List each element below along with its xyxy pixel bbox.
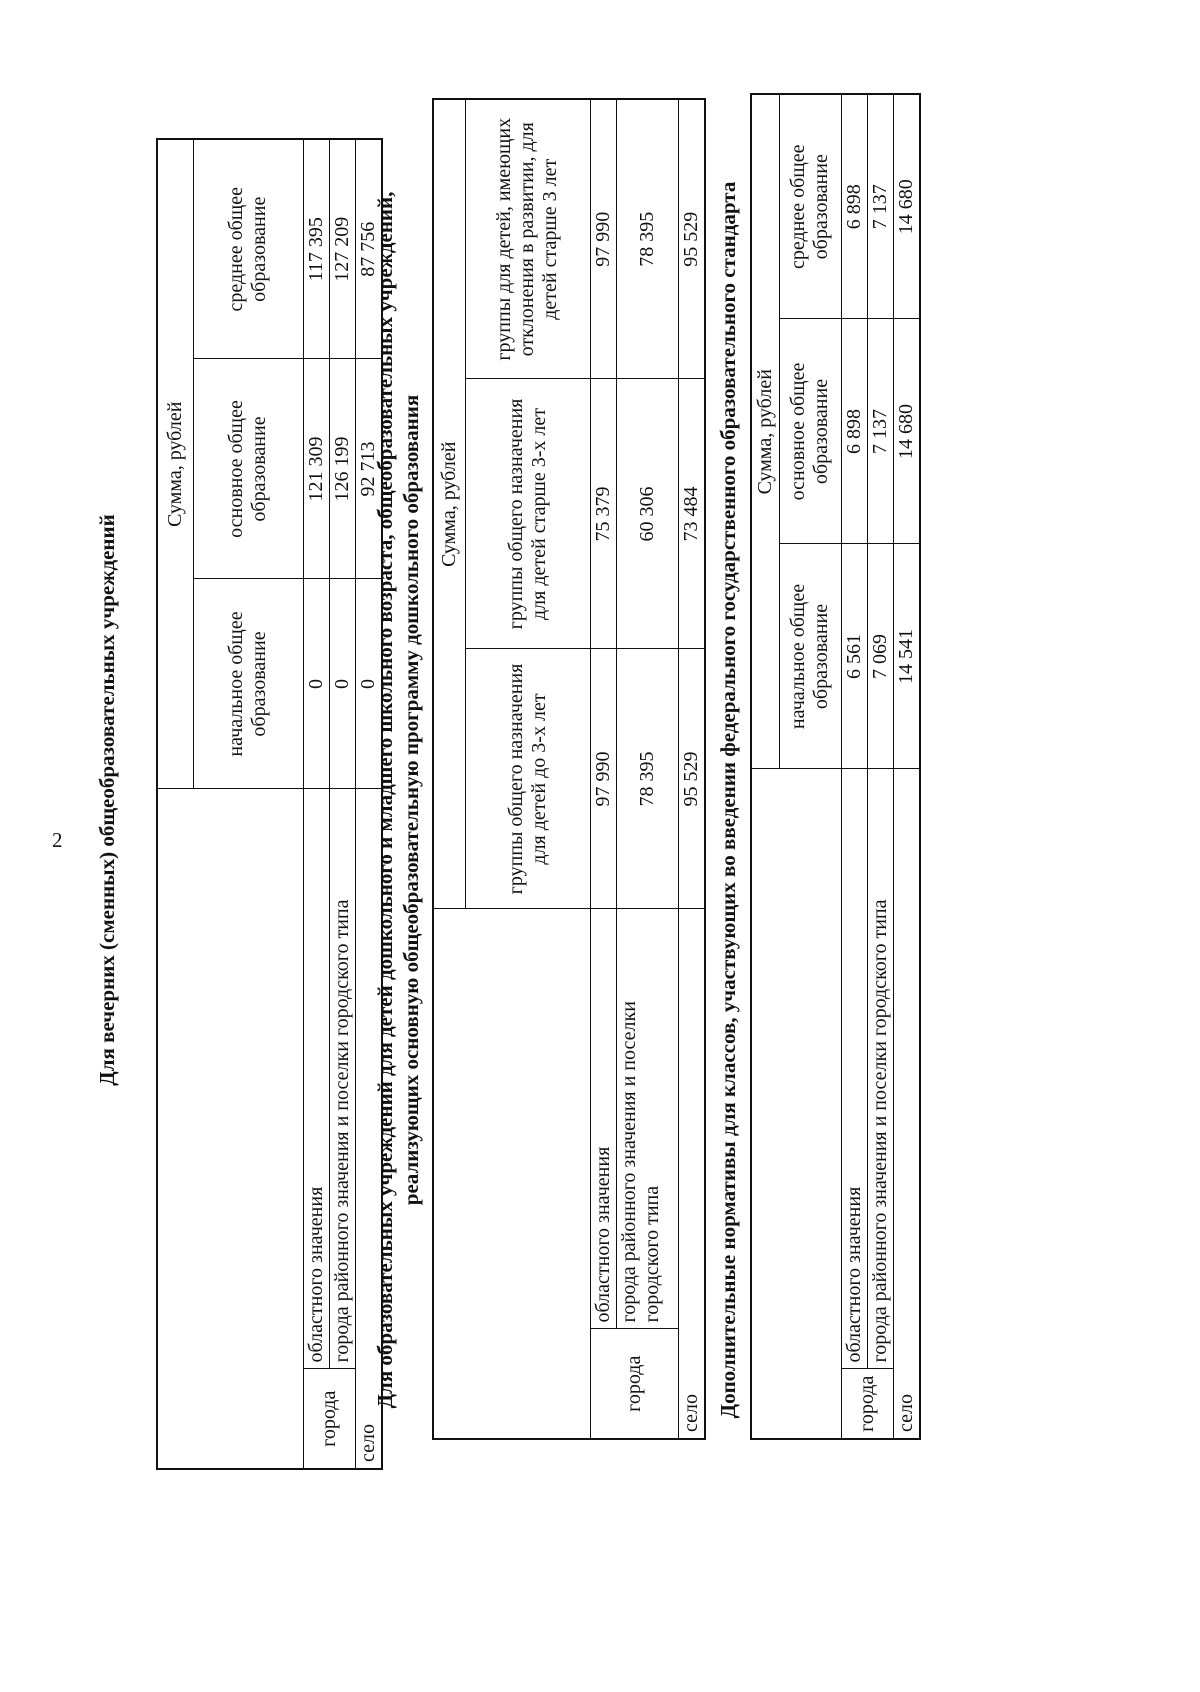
section2-title-line2: реализующих основную общеобразовательную программу дошкольного образования bbox=[399, 394, 424, 1206]
cell-value: 121 309 bbox=[303, 359, 329, 579]
section2-col-1: группы общего назначения для детей старше 3-х лет bbox=[465, 379, 590, 649]
row-label: село bbox=[355, 789, 382, 1469]
section2-sum-header: Сумма, рублей bbox=[433, 99, 465, 909]
cell-value: 95 529 bbox=[678, 649, 705, 909]
table-row bbox=[329, 139, 355, 1469]
row-label: областного значения bbox=[303, 789, 329, 1369]
section1-col-0: начальное общее образование bbox=[193, 579, 303, 789]
section2-city-label: города bbox=[590, 1329, 678, 1439]
row-label: село bbox=[678, 909, 705, 1439]
row-label: областного значения bbox=[590, 909, 616, 1329]
section1-header-blank bbox=[157, 789, 303, 1469]
section2-table bbox=[432, 98, 706, 1440]
table-row bbox=[678, 99, 705, 1439]
cell-value: 0 bbox=[329, 579, 355, 789]
cell-value: 75 379 bbox=[590, 379, 616, 649]
cell-value: 14 680 bbox=[893, 319, 920, 544]
section3-col-0: начальное общее образование bbox=[779, 544, 841, 769]
table-row bbox=[303, 139, 329, 1469]
section3-sum-header: Сумма, рублей bbox=[751, 94, 779, 769]
table-row bbox=[841, 94, 867, 1439]
cell-value: 6 898 bbox=[841, 94, 867, 319]
cell-value: 7 069 bbox=[867, 544, 893, 769]
section3-col-2: среднее общее образование bbox=[779, 94, 841, 319]
cell-value: 60 306 bbox=[616, 379, 678, 649]
section2-col-2: группы для детей, имеющих отклонения в развитии, для детей старше 3 лет bbox=[465, 99, 590, 379]
cell-value: 92 713 bbox=[355, 359, 382, 579]
cell-value: 14 541 bbox=[893, 544, 920, 769]
row-label: село bbox=[893, 769, 920, 1439]
section2-col-0: группы общего назначения для детей до 3-х лет bbox=[465, 649, 590, 909]
section1-title: Для вечерних (сменных) общеобразовательных учреждений bbox=[95, 514, 119, 1086]
cell-value: 97 990 bbox=[590, 649, 616, 909]
section1-city-label: города bbox=[303, 1369, 355, 1469]
table-row bbox=[867, 94, 893, 1439]
cell-value: 14 680 bbox=[893, 94, 920, 319]
section1-col-1: основное общее образование bbox=[193, 359, 303, 579]
page-number: 2 bbox=[52, 828, 63, 852]
section3-city-label: города bbox=[841, 1369, 893, 1439]
cell-value: 127 209 bbox=[329, 139, 355, 359]
cell-value: 7 137 bbox=[867, 94, 893, 319]
section2-title-line1: Для образовательных учреждений для детей дошкольного и младшего школьного возраста, общеобразовательных учреждений, bbox=[373, 191, 397, 1409]
section3-header-blank bbox=[751, 769, 841, 1439]
table-row bbox=[590, 99, 616, 1439]
cell-value: 78 395 bbox=[616, 99, 678, 379]
section1-table bbox=[156, 138, 383, 1470]
cell-value: 87 756 bbox=[355, 139, 382, 359]
section2-title bbox=[372, 10, 425, 1590]
table-row bbox=[893, 94, 920, 1439]
cell-value: 6 561 bbox=[841, 544, 867, 769]
rotated-sheet bbox=[90, 10, 1130, 1590]
cell-value: 95 529 bbox=[678, 99, 705, 379]
section1-sum-header: Сумма, рублей bbox=[157, 139, 193, 789]
table-row bbox=[616, 99, 678, 1439]
cell-value: 7 137 bbox=[867, 319, 893, 544]
cell-value: 117 395 bbox=[303, 139, 329, 359]
section3-col-1: основное общее образование bbox=[779, 319, 841, 544]
section2-header-blank bbox=[433, 909, 590, 1439]
cell-value: 97 990 bbox=[590, 99, 616, 379]
row-label: областного значения bbox=[841, 769, 867, 1369]
section1-col-2: среднее общее образование bbox=[193, 139, 303, 359]
cell-value: 78 395 bbox=[616, 649, 678, 909]
section3-title: Дополнительные нормативы для классов, участвующих во введении федерального государственного образовательного стандарта bbox=[716, 181, 740, 1419]
row-label: города районного значения и поселки городского типа bbox=[329, 789, 355, 1369]
cell-value: 0 bbox=[303, 579, 329, 789]
cell-value: 73 484 bbox=[678, 379, 705, 649]
row-label: города районного значения и поселки городского типа bbox=[616, 909, 678, 1329]
cell-value: 0 bbox=[355, 579, 382, 789]
row-label: города районного значения и поселки городского типа bbox=[867, 769, 893, 1369]
cell-value: 126 199 bbox=[329, 359, 355, 579]
section3-table bbox=[750, 93, 921, 1440]
cell-value: 6 898 bbox=[841, 319, 867, 544]
